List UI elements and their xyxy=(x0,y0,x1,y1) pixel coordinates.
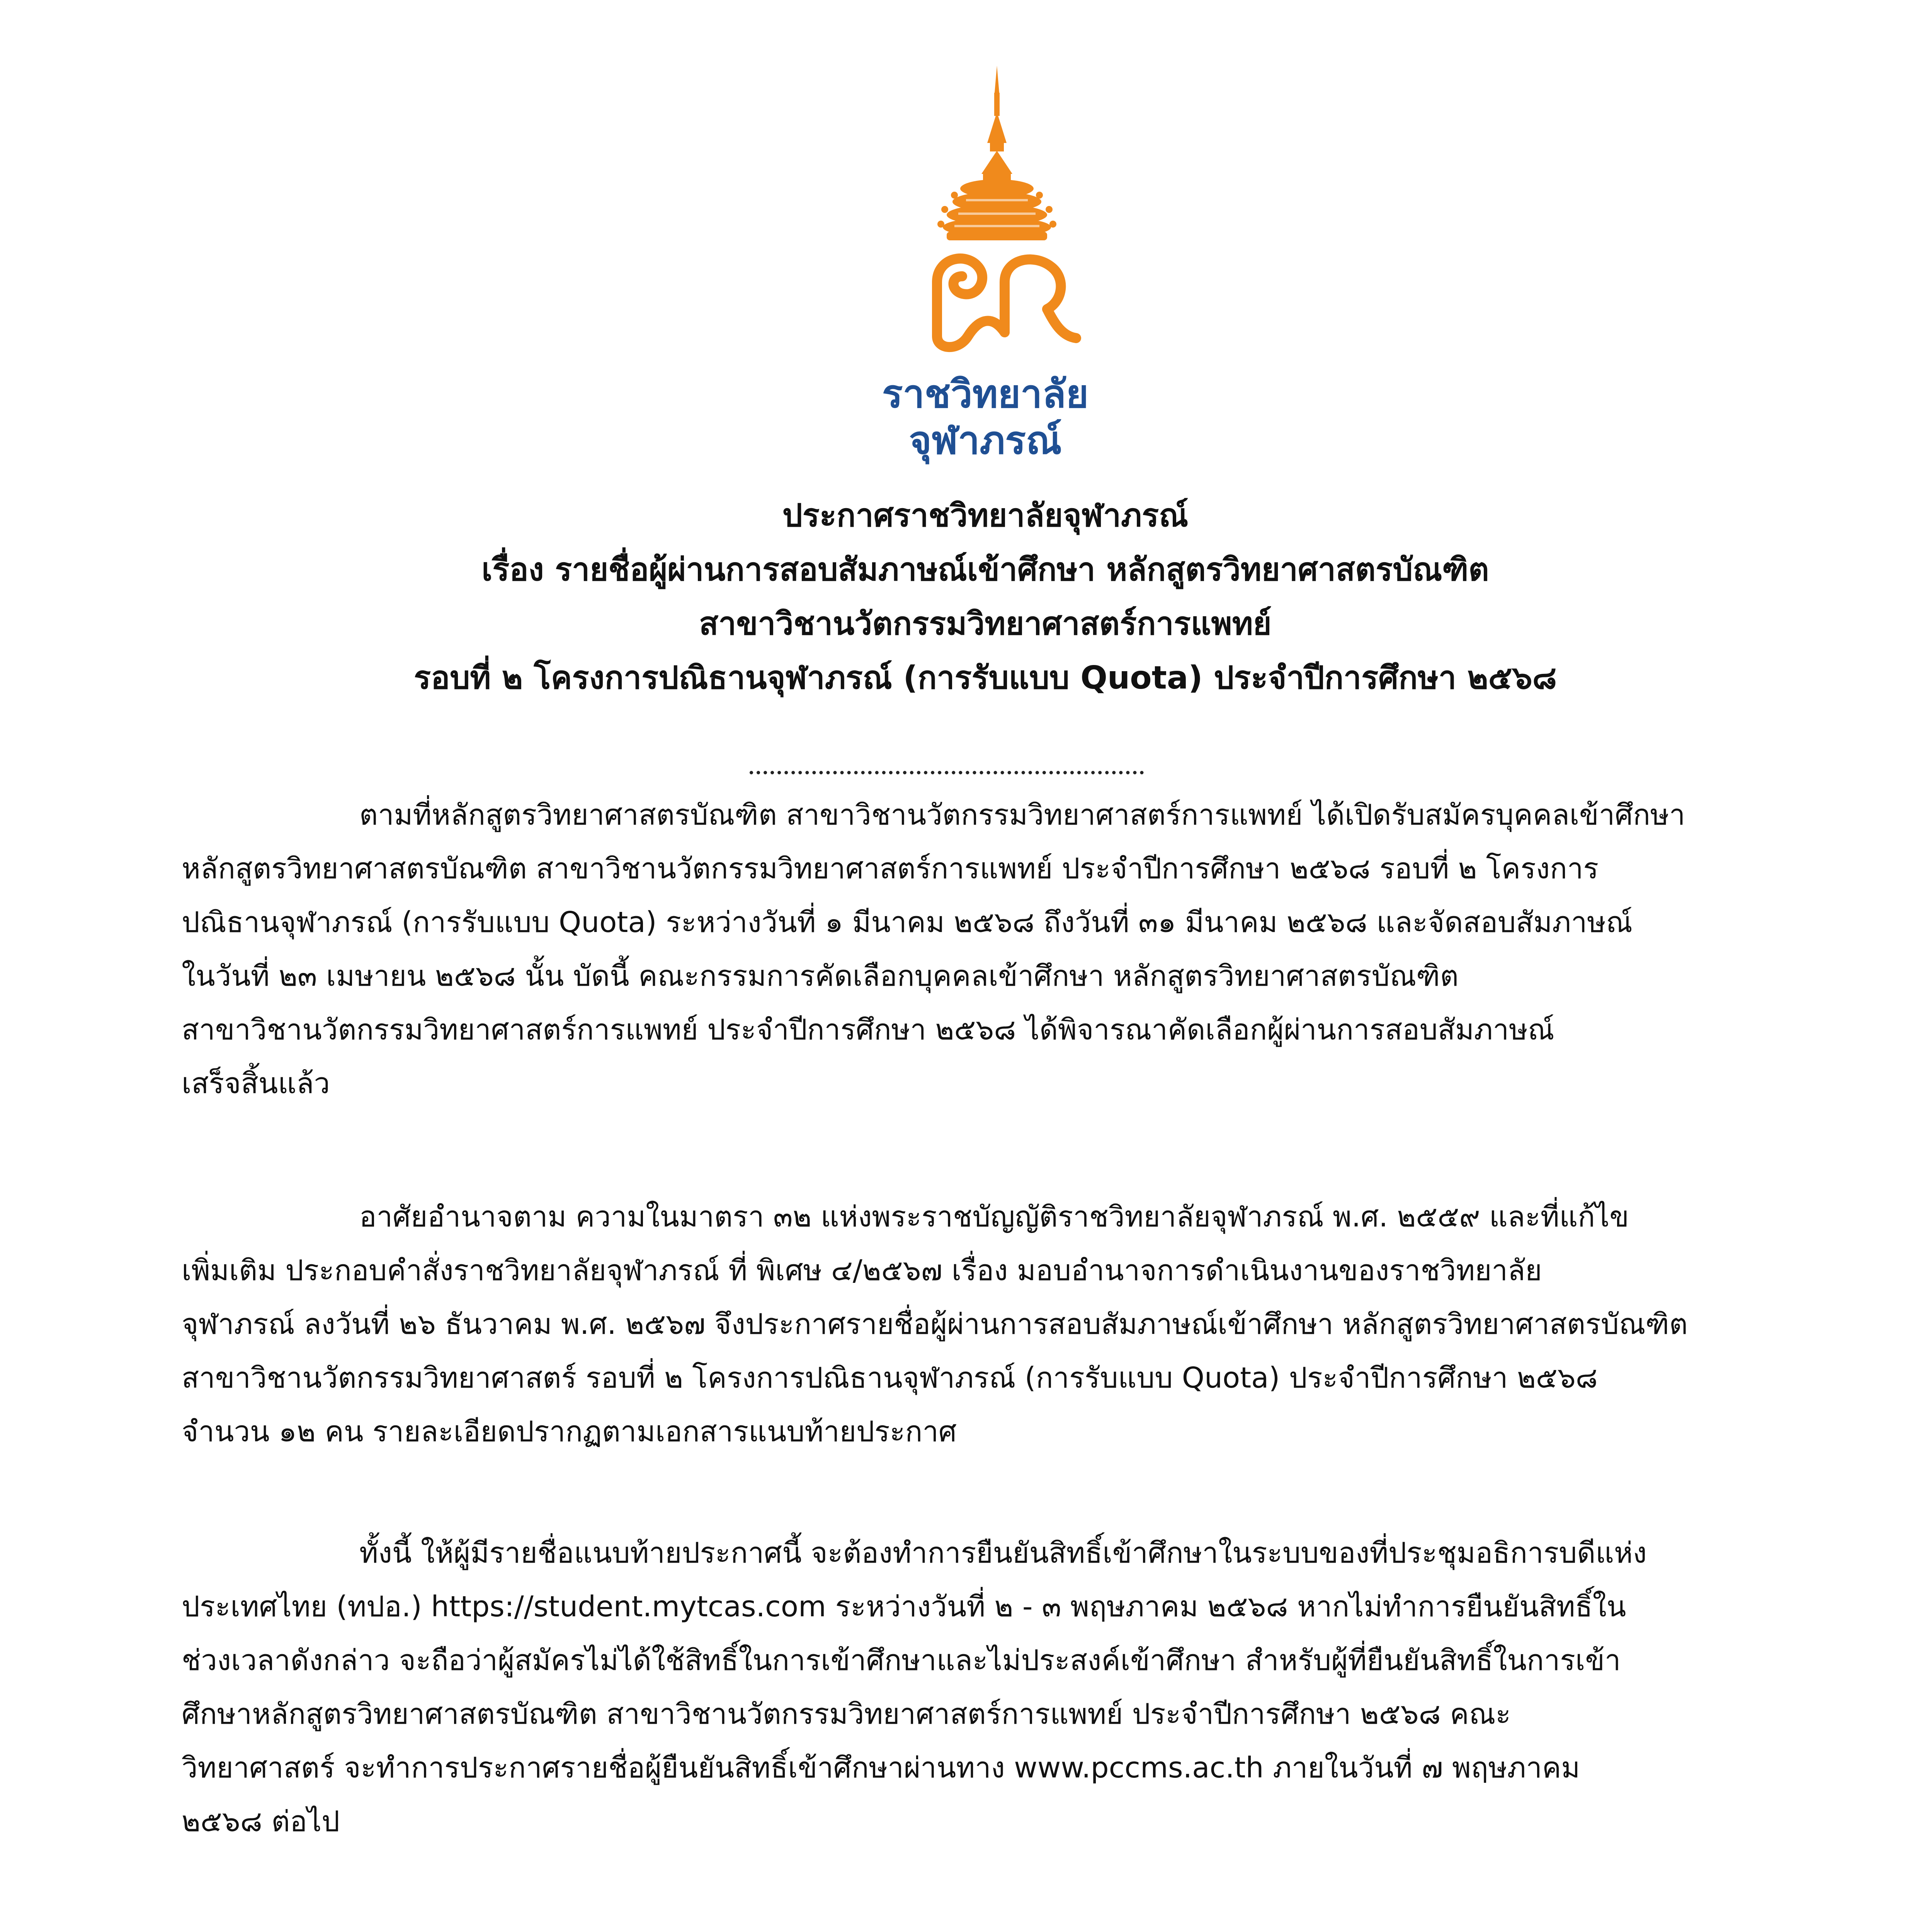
paragraph-line: ปณิธานจุฬาภรณ์ (การรับแบบ Quota) ระหว่างวันที่ ๑ มีนาคม ๒๕๖๘ ถึงวันที่ ๓๑ มีนาคม ๒๕๖๘ และจัดสอบสัมภาษณ์ xyxy=(182,906,1633,939)
body-paragraph-3 xyxy=(182,1526,1789,1849)
dotted-divider xyxy=(750,771,1144,774)
paragraph-line: ช่วงเวลาดังกล่าว จะถือว่าผู้สมัครไม่ได้ใช้สิทธิ์ในการเข้าศึกษาและไม่ประสงค์เข้าศึกษา สำหรับผู้ที่ยืนยันสิทธิ์ในการเข้า xyxy=(182,1644,1621,1677)
announcement-heading: ประกาศราชวิทยาลัยจุฬาภรณ์ xyxy=(782,497,1189,534)
announcement-subject: เรื่อง รายชื่อผู้ผ่านการสอบสัมภาษณ์เข้าศึกษา หลักสูตรวิทยาศาสตรบัณฑิต xyxy=(481,551,1489,588)
paragraph-line: เพิ่มเติม ประกอบคำสั่งราชวิทยาลัยจุฬาภรณ์ ที่ พิเศษ ๔/๒๕๖๗ เรื่อง มอบอำนาจการดำเนินงานของราชวิทยาลัย xyxy=(182,1254,1542,1287)
paragraph-line: ในวันที่ ๒๓ เมษายน ๒๕๖๘ นั้น บัดนี้ คณะกรรมการคัดเลือกบุคคลเข้าศึกษา หลักสูตรวิทยาศาสตรบัณฑิต xyxy=(182,959,1459,993)
paragraph-line: จำนวน ๑๒ คน รายละเอียดปรากฏตามเอกสารแนบท้ายประกาศ xyxy=(182,1415,957,1448)
paragraph-line: อาศัยอำนาจตาม ความในมาตรา ๓๒ แห่งพระราชบัญญัติราชวิทยาลัยจุฬาภรณ์ พ.ศ. ๒๕๕๙ และที่แก้ไข xyxy=(359,1200,1629,1233)
announcement-program: สาขาวิชานวัตกรรมวิทยาศาสตร์การแพทย์ xyxy=(699,605,1272,642)
body-paragraph-2 xyxy=(182,1190,1789,1459)
paragraph-line: หลักสูตรวิทยาศาสตรบัณฑิต สาขาวิชานวัตกรรมวิทยาศาสตร์การแพทย์ ประจำปีการศึกษา ๒๕๖๘ รอบที่ ๒ โครงการ xyxy=(182,852,1599,885)
logo-text-line1: ราชวิทยาลัย xyxy=(882,371,1089,417)
announcement-round: รอบที่ ๒ โครงการปณิธานจุฬาภรณ์ (การรับแบบ Quota) ประจำปีการศึกษา ๒๕๖๘ xyxy=(414,660,1557,696)
paragraph-line: ประเทศไทย (ทปอ.) https://student.mytcas.com ระหว่างวันที่ ๒ - ๓ พฤษภาคม ๒๕๖๘ หากไม่ทำการยืนยันสิทธิ์ใน xyxy=(182,1590,1626,1623)
paragraph-line: ตามที่หลักสูตรวิทยาศาสตรบัณฑิต สาขาวิชานวัตกรรมวิทยาศาสตร์การแพทย์ ได้เปิดรับสมัครบุคคลเข้าศึกษา xyxy=(359,798,1685,832)
logo-text-line2: จุฬาภรณ์ xyxy=(909,418,1062,463)
paragraph-line: จุฬาภรณ์ ลงวันที่ ๒๖ ธันวาคม พ.ศ. ๒๕๖๗ จึงประกาศรายชื่อผู้ผ่านการสอบสัมภาษณ์เข้าศึกษา หลักสูตรวิทยาศาสตรบัณฑิต xyxy=(182,1308,1688,1341)
paragraph-line: เสร็จสิ้นแล้ว xyxy=(182,1067,330,1100)
paragraph-line: สาขาวิชานวัตกรรมวิทยาศาสตร์ รอบที่ ๒ โครงการปณิธานจุฬาภรณ์ (การรับแบบ Quota) ประจำปีการศึกษา ๒๕๖๘ xyxy=(182,1361,1598,1395)
paragraph-line: วิทยาศาสตร์ จะทำการประกาศรายชื่อผู้ยืนยันสิทธิ์เข้าศึกษาผ่านทาง www.pccms.ac.th ภายในวันที่ ๗ พฤษภาคม xyxy=(182,1751,1580,1784)
paragraph-line: ทั้งนี้ ให้ผู้มีรายชื่อแนบท้ายประกาศนี้ จะต้องทำการยืนยันสิทธิ์เข้าศึกษาในระบบของที่ประชุมอธิการบดีแห่ง xyxy=(359,1536,1647,1570)
paragraph-line: ศึกษาหลักสูตรวิทยาศาสตรบัณฑิต สาขาวิชานวัตกรรมวิทยาศาสตร์การแพทย์ ประจำปีการศึกษา ๒๕๖๘ คณะ xyxy=(182,1697,1511,1731)
paragraph-line: ๒๕๖๘ ต่อไป xyxy=(182,1805,340,1838)
body-paragraph-1 xyxy=(182,788,1789,1111)
institution-emblem-icon xyxy=(900,66,1094,359)
paragraph-line: สาขาวิชานวัตกรรมวิทยาศาสตร์การแพทย์ ประจำปีการศึกษา ๒๕๖๘ ได้พิจารณาคัดเลือกผู้ผ่านการสอบสัมภาษณ์ xyxy=(182,1013,1554,1046)
